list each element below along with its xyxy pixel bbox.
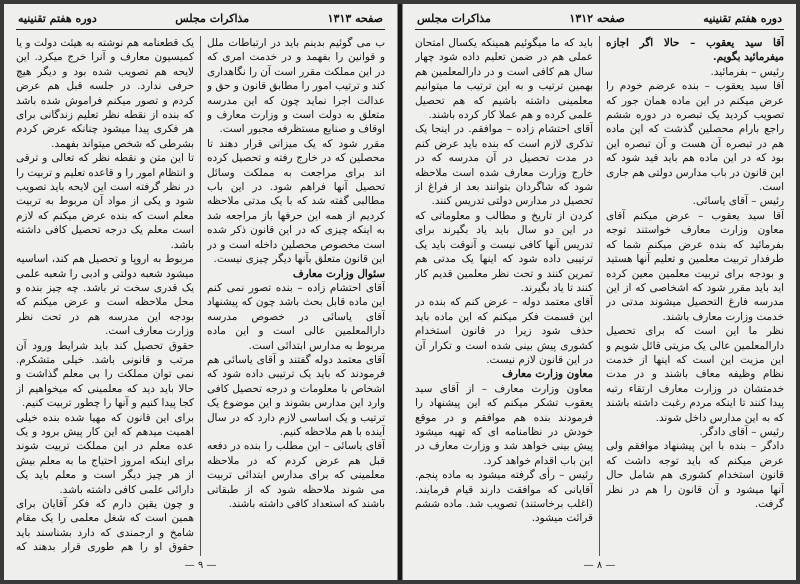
right-page-header <box>415 12 784 30</box>
paragraph: تا این متن و نقطه نظر که تعالی و ترقی و انتظام امور را و قاعده تعلیم و تربیت را در نظر گرفته است این لایحه باید تصویب شود و یکی از مواد آن مربوط به تربیت معلم است که بنده عرض میکنم که لازم است معلم یک درجه تحصیل کافی داشته باشد. <box>16 152 194 251</box>
paragraph: آقا سید یعقوب – عرض میکنم آقای معاون وزارت معارف خواستند توجه بفرمائید که بنده عرض میکنم شما که طرفدار تربیت معلمین و تعلیم آنها هستید و بودجه برای تربیت معلمین معین کرده اید باید مقرر شود که اشخاصی که از این مدرسه فارغ التحصیل میشوند مدتی در خدمت وزارت معارف باشند. <box>606 209 784 323</box>
right-page-column-left <box>415 36 593 556</box>
right-page <box>402 4 796 580</box>
left-page-header <box>16 12 385 30</box>
paragraph: برای این قانون که مهیا شده بنده خیلی اهمیت میدهم که این کار پیش برود و یک عده معلم در این مملکت تربیت شوند برای اینکه امروز احتیاج ما به معلم بیش از هر چیز دیگر است و معلم باید یک دارائی علمی کافی داشته باشد. <box>16 411 194 496</box>
paragraph: یک قطعنامه هم نوشته به هیئت دولت و یا کمیسیون معارف و آنرا خرج میکرد. این لایحه هم تصویب شده بود و دیگر هیچ حرفی ندارد. در جلسه قبل هم عرض کردم و تصور میکنم فراموش شده باشد که بنده از نقطه نظر تعلیم زندگانی برای هر فکری پیدا میشود چنانکه عرض کردم بشرطی که شخص میتواند بفهمد. <box>16 37 194 150</box>
paragraph: دادگر – بنده با این پیشنهاد موافقم ولی عرض میکنم که باید توجه داشت که قانون استخدام کشوری هم شامل حال آنها میشود و آن قانون را هم در نظر گرفت. <box>606 440 784 510</box>
paragraph: ب می گوئیم بدینم باید در ارتباطات ملل و قوانین را بفهمد و در خدمت امری که در این مملکت مقرر است آن را نگاهداری کند و ترتیب امور را مطابق قانون و حق و عدالت اجرا نماید چون که این مدرسه متعلق به دولت است و وزارت معارف و اوقاف و صنایع مستظرفه مجبور است. <box>207 37 385 136</box>
left-page-footer-number: — ۹ — <box>184 560 217 571</box>
right-page-column-right <box>606 36 784 556</box>
right-page-columns <box>415 36 784 556</box>
left-page-title: مذاکرات مجلس <box>175 12 250 25</box>
paragraph: آقای احتشام زاده – بنده تصور نمی کنم این ماده قابل بحث باشد چون که پیشنهاد آقای یاسائی در خصوص مدرسه دارالمعلمین عالی است و این ماده مربوط به مدارس ابتدائی است. <box>207 281 385 352</box>
right-page-footer-number: — ۸ — <box>583 560 616 571</box>
column-divider <box>599 36 600 556</box>
paragraph: و چون یقین دارم که فکر آقایان برای همین است که شغل معلمی را یک مقام شامخ و ارجمندی که دارد بشناسند باید حقوق او را هم طوری قرار بدهند که <box>16 498 194 554</box>
paragraph: آقای معتمد دوله گفتند و آقای یاسائی هم فرمودند که باید یک ترتیبی داده شود که اشخاص با معلومات و درجه تحصیل کافی وارد این مدارس بشوند و این موضوع یک ترتیب و یک اساسی لازم دارد که در سال آینده با هم ملاحظه کنیم. <box>207 353 385 438</box>
book-spread <box>4 4 796 580</box>
section-heading: سئوال وزارت معارف <box>292 267 385 280</box>
paragraph: آقای احتشام زاده – موافقم. در اینجا یک تذکری لازم است که بنده باید عرض کنم در مدت تحصیل در آن مدرسه که در خارج وزارت معارف شده است ملاحظه شود که شاگردان بتوانند بعد از فراغ از تحصیل در مدارس دولتی تدریس کنند. <box>415 123 593 208</box>
paragraph: باید که ما میگوئیم همینکه یکسال امتحان عملی هم در ضمن تعلیم داده شود چهار سال هم کافی است و در دارالمعلمین هم بهمین ترتیب و به این ترتیب ما میتوانیم معلمینی داشته باشیم که هم تحصیل علمی کرده و هم عملا کار کرده باشند. <box>415 37 593 122</box>
speaker-line: آقا سید یعقوب – حالا اگر اجازه میفرمائید بگویم. <box>606 37 784 64</box>
left-page-column-left <box>16 36 194 556</box>
paragraph: آقا سید یعقوب – بنده عرضم خودم را عرض میکنم در این ماده همان جور که تصویب کردید یک تبصره در دوره ششم راجع بارام محصلین گذشت که این ماده هم در تبصره آن هست و آن تبصره این بود که در این ماده هم باید قید شود که این قانون در باب مدارس دولتی هم جاری است. <box>606 80 784 194</box>
paragraph: رئیس – بفرمائید. <box>710 65 784 78</box>
paragraph: رئیس – آقای دادگر. <box>699 425 784 438</box>
left-page-columns <box>16 36 385 556</box>
paragraph: رئیس – آقای یاسائی. <box>692 195 784 208</box>
paragraph: مقرر شود که یک میزانی قرار دهند تا محصلین که در خارج رفته و تحصیل کرده اند برای مراجعت به مملکت وسائل تحصیل آنها فراهم شود. در این باب مطالبی گفته شد که با یک مدتی ملاحظه کردیم از همه این حرفها باز مراجعه شد به اینکه چیزی که در این قانون ذکر شده است مخصوص محصلین داخله است و در این قانون متعلق بآنها دیگر چیزی نیست. <box>207 137 385 266</box>
left-page-session: دوره هفتم تقنینیه <box>18 12 97 25</box>
paragraph: آقای معتمد دوله – عرض کنم که بنده در این قسمت فکر میکنم که این ماده باید حذف شود زیرا در قانون استخدام کشوری پیش بینی شده است و تکرار آن در این قانون لازم نیست. <box>415 296 593 366</box>
paragraph: معاون وزارت معارف – از آقای سید یعقوب تشکر میکنم که این پیشنهاد را فرمودند بنده هم موافقم و در موقع خودش در نظامنامه ای که تهیه میشود پیش بینی خواهد شد و وزارت معارف در این باب اقدام خواهد کرد. <box>415 382 593 467</box>
paragraph: کردن از تاریخ و مطالب و معلوماتی که در این دو سال باید یاد بگیرند برای تدریس آنها کافی نیست و آنوقت باید یک ترتیبی داده شود که اینها یک مدتی هم تمرین کنند و تحت نظر معلمین قدیم کار کنند تا یاد بگیرند. <box>415 209 593 294</box>
left-page-number: صفحه ۱۳۱۳ <box>327 12 383 25</box>
paragraph: نظر ما این است که برای تحصیل دارالمعلمین عالی یک مزیتی قائل شویم و این مزیت این است که اینها از خدمت نظام وظیفه معاف باشند و در مدت خدمتشان در وزارت معارف ارتقاء رتبه پیدا کنند تا اینکه مردم رغبت داشته باشند که به این مدارس داخل شوند. <box>606 325 784 424</box>
paragraph: حقوق تحصیل کند باید شرایط ورود آن مرتب و قانونی باشد. خیلی متشکرم. نمی توان مملکت را بی معلم گذاشت و حالا باید دید که معلمینی که میخواهیم از کجا پیدا کنیم و آنها را چطور تربیت کنیم. <box>16 339 194 410</box>
left-page <box>4 4 398 580</box>
left-page-column-right <box>207 36 385 556</box>
right-page-title: مذاکرات مجلس <box>417 12 491 25</box>
paragraph: آقای یاسائی – این مطلب را بنده در دفعه قبل هم عرض کردم که در ملاحظه معلمینی که برای مدارس ابتدائی تربیت می شوند ملاحظه شود که از طبقاتی باشند که استعداد کافی داشته باشند. <box>207 440 385 510</box>
column-divider <box>200 36 201 556</box>
right-page-number: صفحه ۱۳۱۲ <box>569 12 625 25</box>
paragraph: رئیس – رأی گرفته میشود به ماده پنجم. آقایانی که موافقت دارند قیام فرمایند. (اغلب برخاستند) تصویب شد. ماده ششم قرائت میشود. <box>415 469 593 525</box>
paragraph: مربوط به اروپا و تحصیل هم کند، اساسیه میشود شعبه دولتی و ادبی را شعبه علمی یک قدری سخت تر باشد. چه چیز بنده و محل ملاحظه است و عرض میکنم که بودجه این مدرسه هم در تحت نظر وزارت معارف است. <box>16 253 194 338</box>
section-heading: معاون وزارت معارف <box>502 368 593 381</box>
right-page-session: دوره هفتم تقنینیه <box>703 12 782 25</box>
